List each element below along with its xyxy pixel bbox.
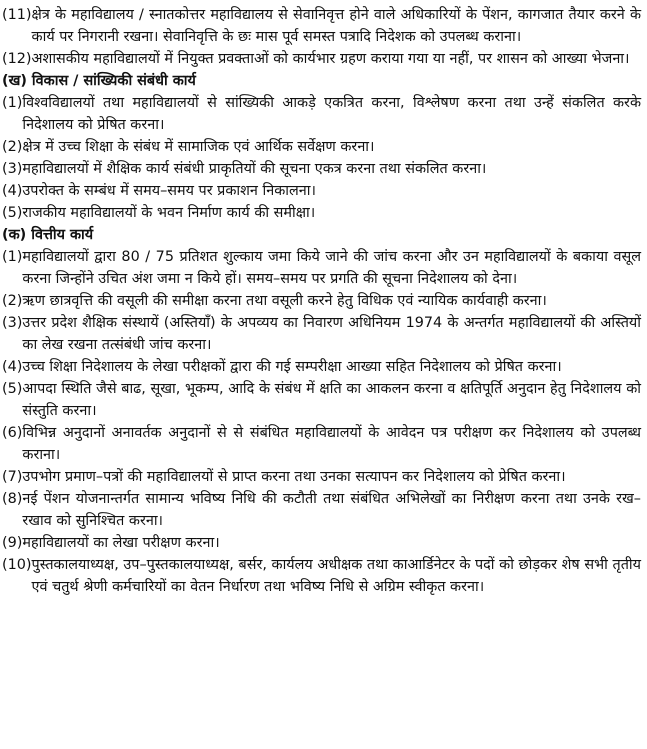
list-item (2, 246, 641, 290)
item-number: (2) (2, 139, 23, 155)
item-text: उपभोग प्रमाण–पत्रों की महाविद्यालयों से प्राप्त करना तथा उनका सत्यापन कर निदेशालय को प्रेषित करना। (22, 469, 566, 485)
item-number: (6) (2, 425, 23, 441)
item-text: राजकीय महाविद्यालयों के भवन निर्माण कार्य की समीक्षा। (22, 205, 316, 221)
list-item (2, 312, 641, 356)
list-item (2, 4, 641, 48)
list-item (2, 532, 641, 554)
list-item (2, 48, 641, 70)
item-text: उच्च शिक्षा निदेशालय के लेखा परीक्षकों द्वारा की गई सम्परीक्षा आख्या सहित निदेशालय को प्रेषित करना। (22, 359, 562, 375)
item-text: नई पेंशन योजनान्तर्गत सामान्य भविष्य निधि की कटौती तथा संबंधित अभिलेखों का निरीक्षण करना तथा उनके रख–रखाव को सुनिश्चित करना। (22, 491, 641, 529)
list-item (2, 158, 641, 180)
item-number: (2) (2, 293, 23, 309)
item-number: (10) (2, 557, 32, 573)
list-item (2, 92, 641, 136)
item-text: महाविद्यालयों में शैक्षिक कार्य संबंधी प्राकृतियों की सूचना एकत्र करना तथा संकलित करना। (22, 161, 487, 177)
item-text: क्षेत्र में उच्च शिक्षा के संबंध में सामाजिक एवं आर्थिक सर्वेक्षण करना। (22, 139, 375, 155)
item-number: (4) (2, 183, 23, 199)
item-text: विभिन्न अनुदानों अनावर्तक अनुदानों से से संबंधित महाविद्यालयों के आवेदन पत्र परीक्षण कर निदेशालय को उपलब्ध कराना। (22, 425, 641, 463)
item-number: (1) (2, 95, 23, 111)
list-item (2, 180, 641, 202)
list-item (2, 290, 641, 312)
list-item (2, 378, 641, 422)
item-text: महाविद्यालयों द्वारा 80 / 75 प्रतिशत शुल्काय जमा किये जाने की जांच करना और उन महाविद्यालयों के बकाया वसूल करना जिन्होंने उचित अंश जमा न किये हों। समय–समय पर प्रगति की सूचना निदेशालय को देना। (22, 249, 641, 287)
item-number: (7) (2, 469, 23, 485)
item-number: (4) (2, 359, 23, 375)
item-text: अशासकीय महाविद्यालयों में नियुक्त प्रवक्ताओं को कार्यभार ग्रहण कराया गया या नहीं, पर शासन को आख्या भेजना। (31, 51, 630, 67)
list-item (2, 422, 641, 466)
item-number: (5) (2, 205, 23, 221)
list-item (2, 136, 641, 158)
item-text: ऋण छात्रवृत्ति की वसूली की समीक्षा करना तथा वसूली करने हेतु विधिक एवं न्यायिक कार्यवाही करना। (22, 293, 547, 309)
item-number: (11) (2, 7, 32, 23)
item-text: उपरोक्त के सम्बंध में समय–समय पर प्रकाशन निकालना। (22, 183, 316, 199)
item-text: पुस्तकालयाध्यक्ष, उप–पुस्तकालयाध्यक्ष, बर्सर, कार्यलय अधीक्षक तथा काआर्डिनेटर के पदों को छोड़कर शेष सभी तृतीय एवं चतुर्थ श्रेणी कर्मचारियों का वेतन निर्धारण तथा भविष्य निधि से अग्रिम स्वीकृत करना। (31, 557, 641, 595)
item-number: (8) (2, 491, 23, 507)
item-number: (9) (2, 535, 23, 551)
item-number: (12) (2, 51, 32, 67)
section-heading-ka: (क) वित्तीय कार्य (2, 227, 94, 243)
item-text: आपदा स्थिति जैसे बाढ, सूखा, भूकम्प, आदि के संबंध में क्षति का आकलन करना व क्षतिपूर्ति अनुदान हेतु निदेशालय को संस्तुति करना। (22, 381, 641, 419)
item-text: महाविद्यालयों का लेखा परीक्षण करना। (22, 535, 220, 551)
item-number: (3) (2, 315, 23, 331)
item-number: (5) (2, 381, 23, 397)
item-text: उत्तर प्रदेश शैक्षिक संस्थायें (अस्तियाँ) के अपव्यय का निवारण अधिनियम 1974 के अन्तर्गत महाविद्यालयों की अस्तियों का लेख रखना तत्संबंधी जांच करना। (22, 315, 641, 353)
list-item (2, 466, 641, 488)
item-text: क्षेत्र के महाविद्यालय / स्नातकोत्तर महाविद्यालय से सेवानिवृत्त होने वाले अधिकारियों के पेंशन, कागजात तैयार करने के कार्य पर निगरानी रखना। सेवानिवृत्ति के छः मास पूर्व समस्त पत्रादि निदेशक को उपलब्ध कराना। (31, 7, 641, 45)
list-item (2, 488, 641, 532)
item-number: (1) (2, 249, 23, 265)
item-text: विश्वविद्यालयों तथा महाविद्यालयों से सांख्यिकी आकड़े एकत्रित करना, विश्लेषण करना तथा उन्हें संकलित करके निदेशालय को प्रेषित करना। (22, 95, 641, 133)
list-item (2, 202, 641, 224)
item-number: (3) (2, 161, 23, 177)
list-item (2, 554, 641, 598)
section-heading-kha: (ख) विकास / सांख्यिकी संबंधी कार्य (2, 73, 196, 89)
list-item (2, 356, 641, 378)
